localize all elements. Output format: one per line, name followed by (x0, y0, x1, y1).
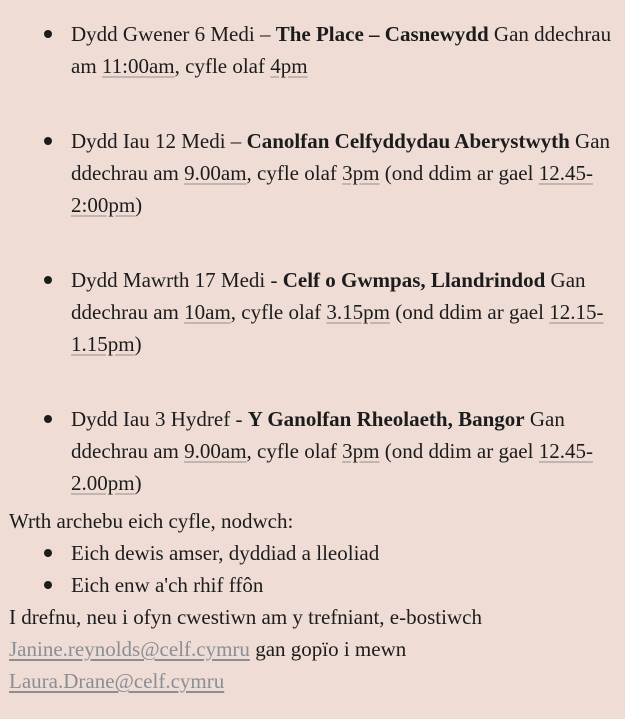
event-venue: The Place – Casnewydd (275, 22, 489, 46)
event-start-time[interactable]: 10am (184, 300, 231, 324)
event-text: (ond ddim ar gael (379, 161, 539, 185)
event-unavailable-time[interactable]: 12.45-2:00pm (71, 161, 593, 217)
booking-list (0, 537, 625, 601)
event-venue: Y Ganolfan Rheolaeth, Bangor (247, 407, 525, 431)
event-item (0, 18, 625, 82)
bullet-icon (44, 276, 52, 284)
event-start-time[interactable]: 9.00am (184, 439, 247, 463)
booking-item-label: Eich enw a'ch rhif ffôn (71, 573, 264, 597)
email-link-janine[interactable]: Janine.reynolds@celf.cymru (9, 637, 250, 661)
event-date: Dydd Iau 3 Hydref - (71, 407, 248, 431)
bullet-icon (44, 415, 52, 423)
event-text: ) (134, 471, 142, 495)
bullet-icon (44, 30, 52, 38)
list-item (0, 569, 625, 601)
event-date: Dydd Iau 12 Medi – (71, 129, 247, 153)
contact-text: I drefnu, neu i ofyn cwestiwn am y trefniant, e-bostiwch (9, 605, 482, 629)
event-item (0, 264, 625, 360)
event-end-time[interactable]: 4pm (270, 54, 308, 78)
event-text: , cyfle olaf (174, 54, 271, 78)
bullet-icon (44, 581, 52, 589)
event-date: Dydd Gwener 6 Medi – (71, 22, 276, 46)
event-text: , cyfle olaf (246, 161, 343, 185)
event-end-time[interactable]: 3pm (342, 439, 380, 463)
event-end-time[interactable]: 3pm (342, 161, 380, 185)
event-text: , cyfle olaf (246, 439, 343, 463)
contact-text: gan gopïo i mewn (249, 637, 407, 661)
bullet-icon (44, 137, 52, 145)
event-venue: Celf o Gwmpas, Llandrindod (282, 268, 546, 292)
event-list (0, 18, 625, 542)
event-text: , cyfle olaf (230, 300, 327, 324)
event-text: Gan ddechrau am (71, 268, 586, 324)
event-text: ) (135, 193, 143, 217)
event-text: Gan ddechrau am (71, 22, 612, 78)
list-item (0, 537, 625, 569)
booking-intro: Wrth archebu eich cyfle, nodwch: (9, 509, 294, 533)
event-start-time[interactable]: 11:00am (101, 54, 175, 78)
event-date: Dydd Mawrth 17 Medi - (71, 268, 283, 292)
event-start-time[interactable]: 9.00am (184, 161, 247, 185)
booking-item-label: Eich dewis amser, dyddiad a lleoliad (71, 541, 380, 565)
event-text: ) (134, 332, 142, 356)
event-text: (ond ddim ar gael (379, 439, 539, 463)
event-end-time[interactable]: 3.15pm (326, 300, 390, 324)
bullet-icon (44, 549, 52, 557)
contact-paragraph (9, 601, 619, 697)
event-item (0, 403, 625, 499)
event-text: (ond ddim ar gael (390, 300, 550, 324)
event-unavailable-time[interactable]: 12.45-2.00pm (71, 439, 593, 495)
event-text: Gan ddechrau am (71, 407, 565, 463)
event-unavailable-time[interactable]: 12.15-1.15pm (71, 300, 604, 356)
event-venue: Canolfan Celfyddydau Aberystwyth (246, 129, 570, 153)
event-text: Gan ddechrau am (71, 129, 611, 185)
email-link-laura[interactable]: Laura.Drane@celf.cymru (9, 669, 225, 693)
event-item (0, 125, 625, 221)
